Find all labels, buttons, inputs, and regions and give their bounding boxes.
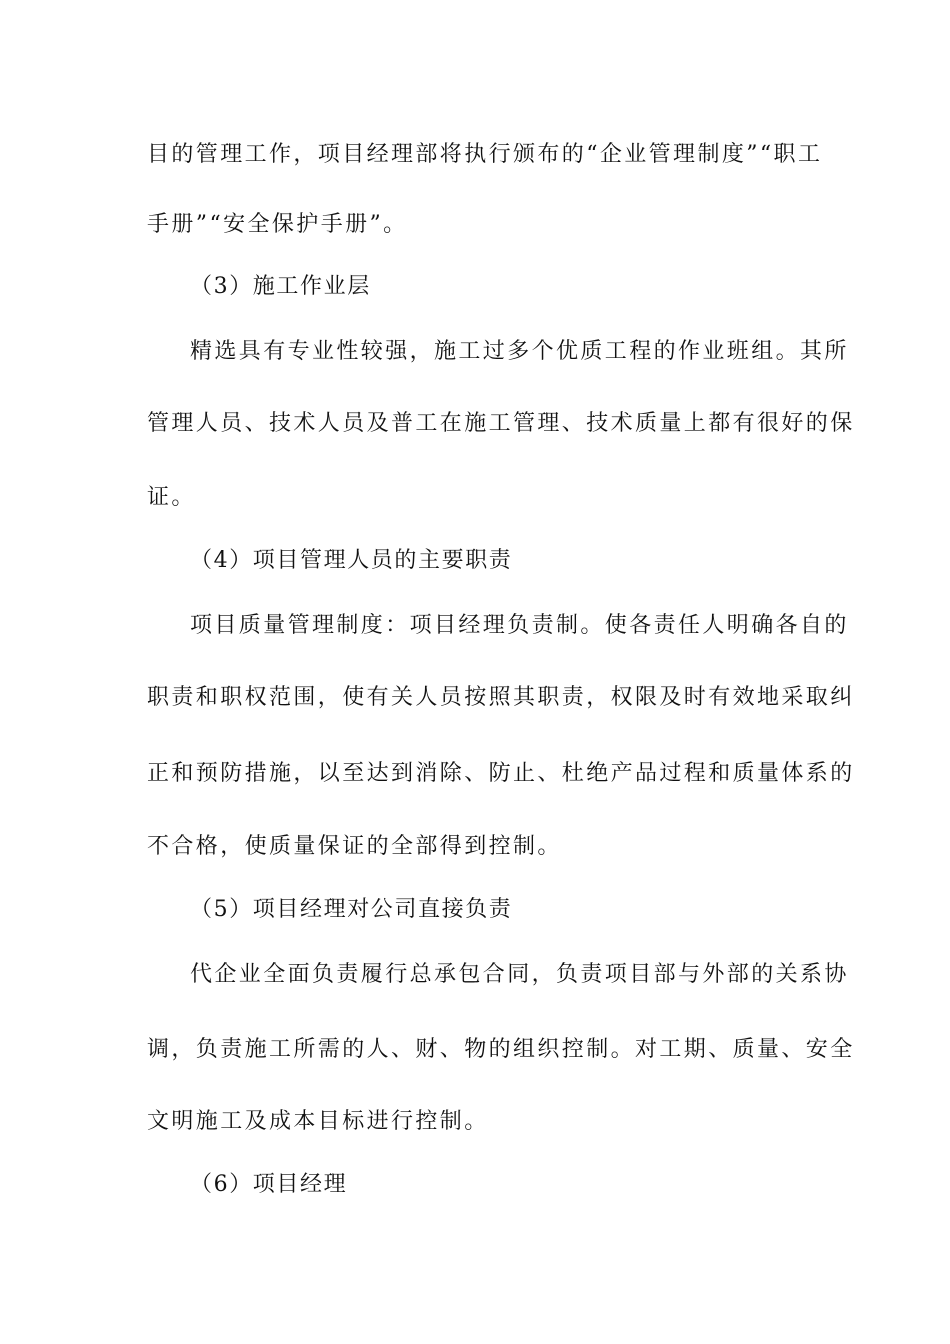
paragraph-line: 目的管理工作，项目经理部将执行颁布的“企业管理制度”“职工 xyxy=(147,142,823,167)
paragraph-line: 不合格，使质量保证的全部得到控制。 xyxy=(147,834,562,859)
paragraph-line: 证。 xyxy=(147,485,196,510)
paragraph-line: 管理人员、技术人员及普工在施工管理、技术质量上都有很好的保 xyxy=(147,411,855,436)
section-heading-4: （4）项目管理人员的主要职责 xyxy=(190,548,513,573)
paragraph-line: 手册”“安全保护手册”。 xyxy=(147,212,408,237)
paragraph-line: 项目质量管理制度：项目经理负责制。使各责任人明确各自的 xyxy=(190,613,849,638)
section-heading-5: （5）项目经理对公司直接负责 xyxy=(190,897,513,922)
section-heading-6: （6）项目经理 xyxy=(190,1172,348,1197)
paragraph-line: 调，负责施工所需的人、财、物的组织控制。对工期、质量、安全 xyxy=(147,1037,855,1062)
paragraph-line: 正和预防措施，以至达到消除、防止、杜绝产品过程和质量体系的 xyxy=(147,761,855,786)
paragraph-line: 代企业全面负责履行总承包合同，负责项目部与外部的关系协 xyxy=(190,962,849,987)
paragraph-line: 职责和职权范围，使有关人员按照其职责，权限及时有效地采取纠 xyxy=(147,685,855,710)
paragraph-line: 精选具有专业性较强，施工过多个优质工程的作业班组。其所 xyxy=(190,339,849,364)
paragraph-line: 文明施工及成本目标进行控制。 xyxy=(147,1109,489,1134)
section-heading-3: （3）施工作业层 xyxy=(190,274,371,299)
